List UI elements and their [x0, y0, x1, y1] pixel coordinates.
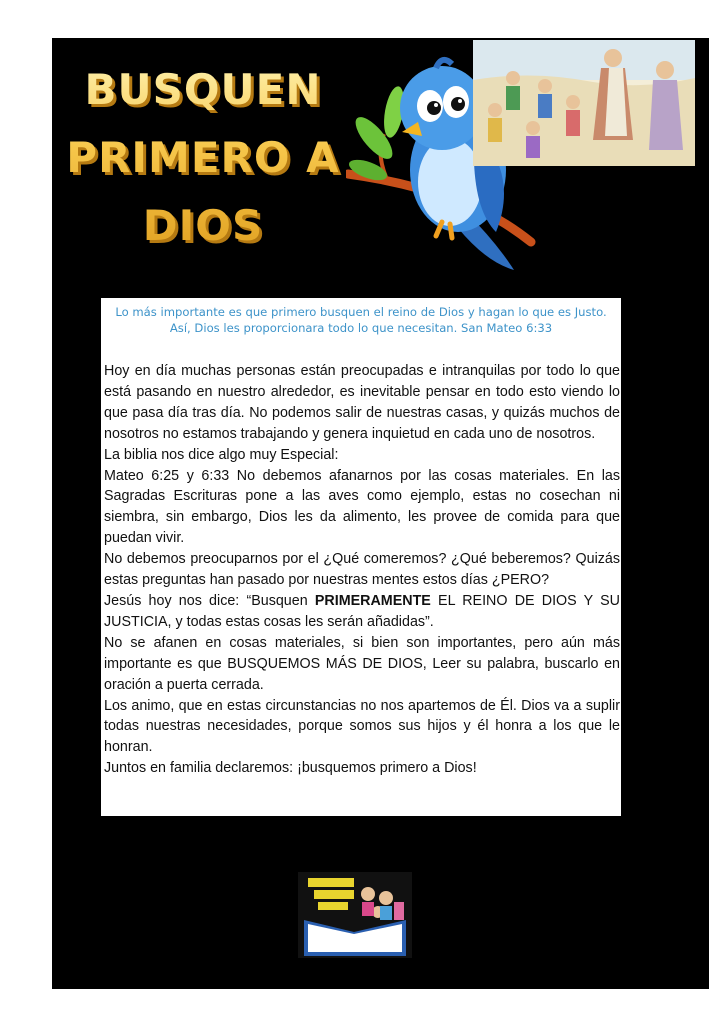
paragraph: Hoy en día muchas personas están preocupadas e intranquilas por todo lo que está pasando en nuestro alrededor, es inevitable pensar en todo esto viendo lo que pasa día tras día. No podemos salir de nuestras casas, y quizás muchos de nosotros no estamos trabajando y genera inquietud en cada uno de nosotros.	[104, 363, 620, 442]
article-body	[104, 361, 620, 779]
page-title	[58, 56, 348, 260]
quote-paragraph	[104, 591, 620, 633]
title-line-1: BUSQUEN	[84, 65, 322, 114]
title-line-3: DIOS	[142, 201, 264, 250]
paragraph: Mateo 6:25 y 6:33 No debemos afanarnos por las cosas materiales. En las Sagradas Escrituras pone a las aves como ejemplo, estas no cosechan ni siembra, sin embargo, Dios les da alimento, les provee de comida para que puedan vivir.	[104, 467, 620, 547]
closing-line: Juntos en familia declaremos: ¡busquemos primero a Dios!	[104, 760, 477, 777]
paragraph: No debemos preocuparnos por el ¿Qué comeremos? ¿Qué beberemos? Quizás estas preguntas han pasado por nuestras mentes estos días ¿PERO?	[104, 551, 620, 589]
paragraph: Los animo, que en estas circunstancias no nos apartemos de Él. Dios va a suplir todas nuestras necesidades, porque somos sus hijos y él honra a los que le honran.	[104, 697, 620, 756]
jesus-with-children-illustration	[473, 40, 695, 166]
quote-bold-word: PRIMERAMENTE	[314, 592, 431, 609]
ministry-logo	[298, 872, 412, 958]
content-card	[101, 298, 621, 816]
title-line-2: PRIMERO A	[66, 133, 340, 182]
quote-text-before: Jesús hoy nos dice: “Busquen	[104, 592, 315, 609]
bible-verse: Lo más importante es que primero busquen el reino de Dios y hagan lo que es Justo. Así, Dios les proporcionara todo lo que necesitan. San Mateo 6:33	[115, 305, 607, 335]
paragraph: La biblia nos dice algo muy Especial:	[104, 446, 339, 463]
paragraph: No se afanen en cosas materiales, si bien son importantes, pero aún más importante es que BUSQUEMOS MÁS DE DIOS, Leer su palabra, buscarlo en oración a puerta cerrada.	[104, 634, 620, 693]
quote-text-after: EL REINO DE DIOS Y SU JUSTICIA, y todas estas cosas les serán añadidas”.	[104, 592, 620, 630]
